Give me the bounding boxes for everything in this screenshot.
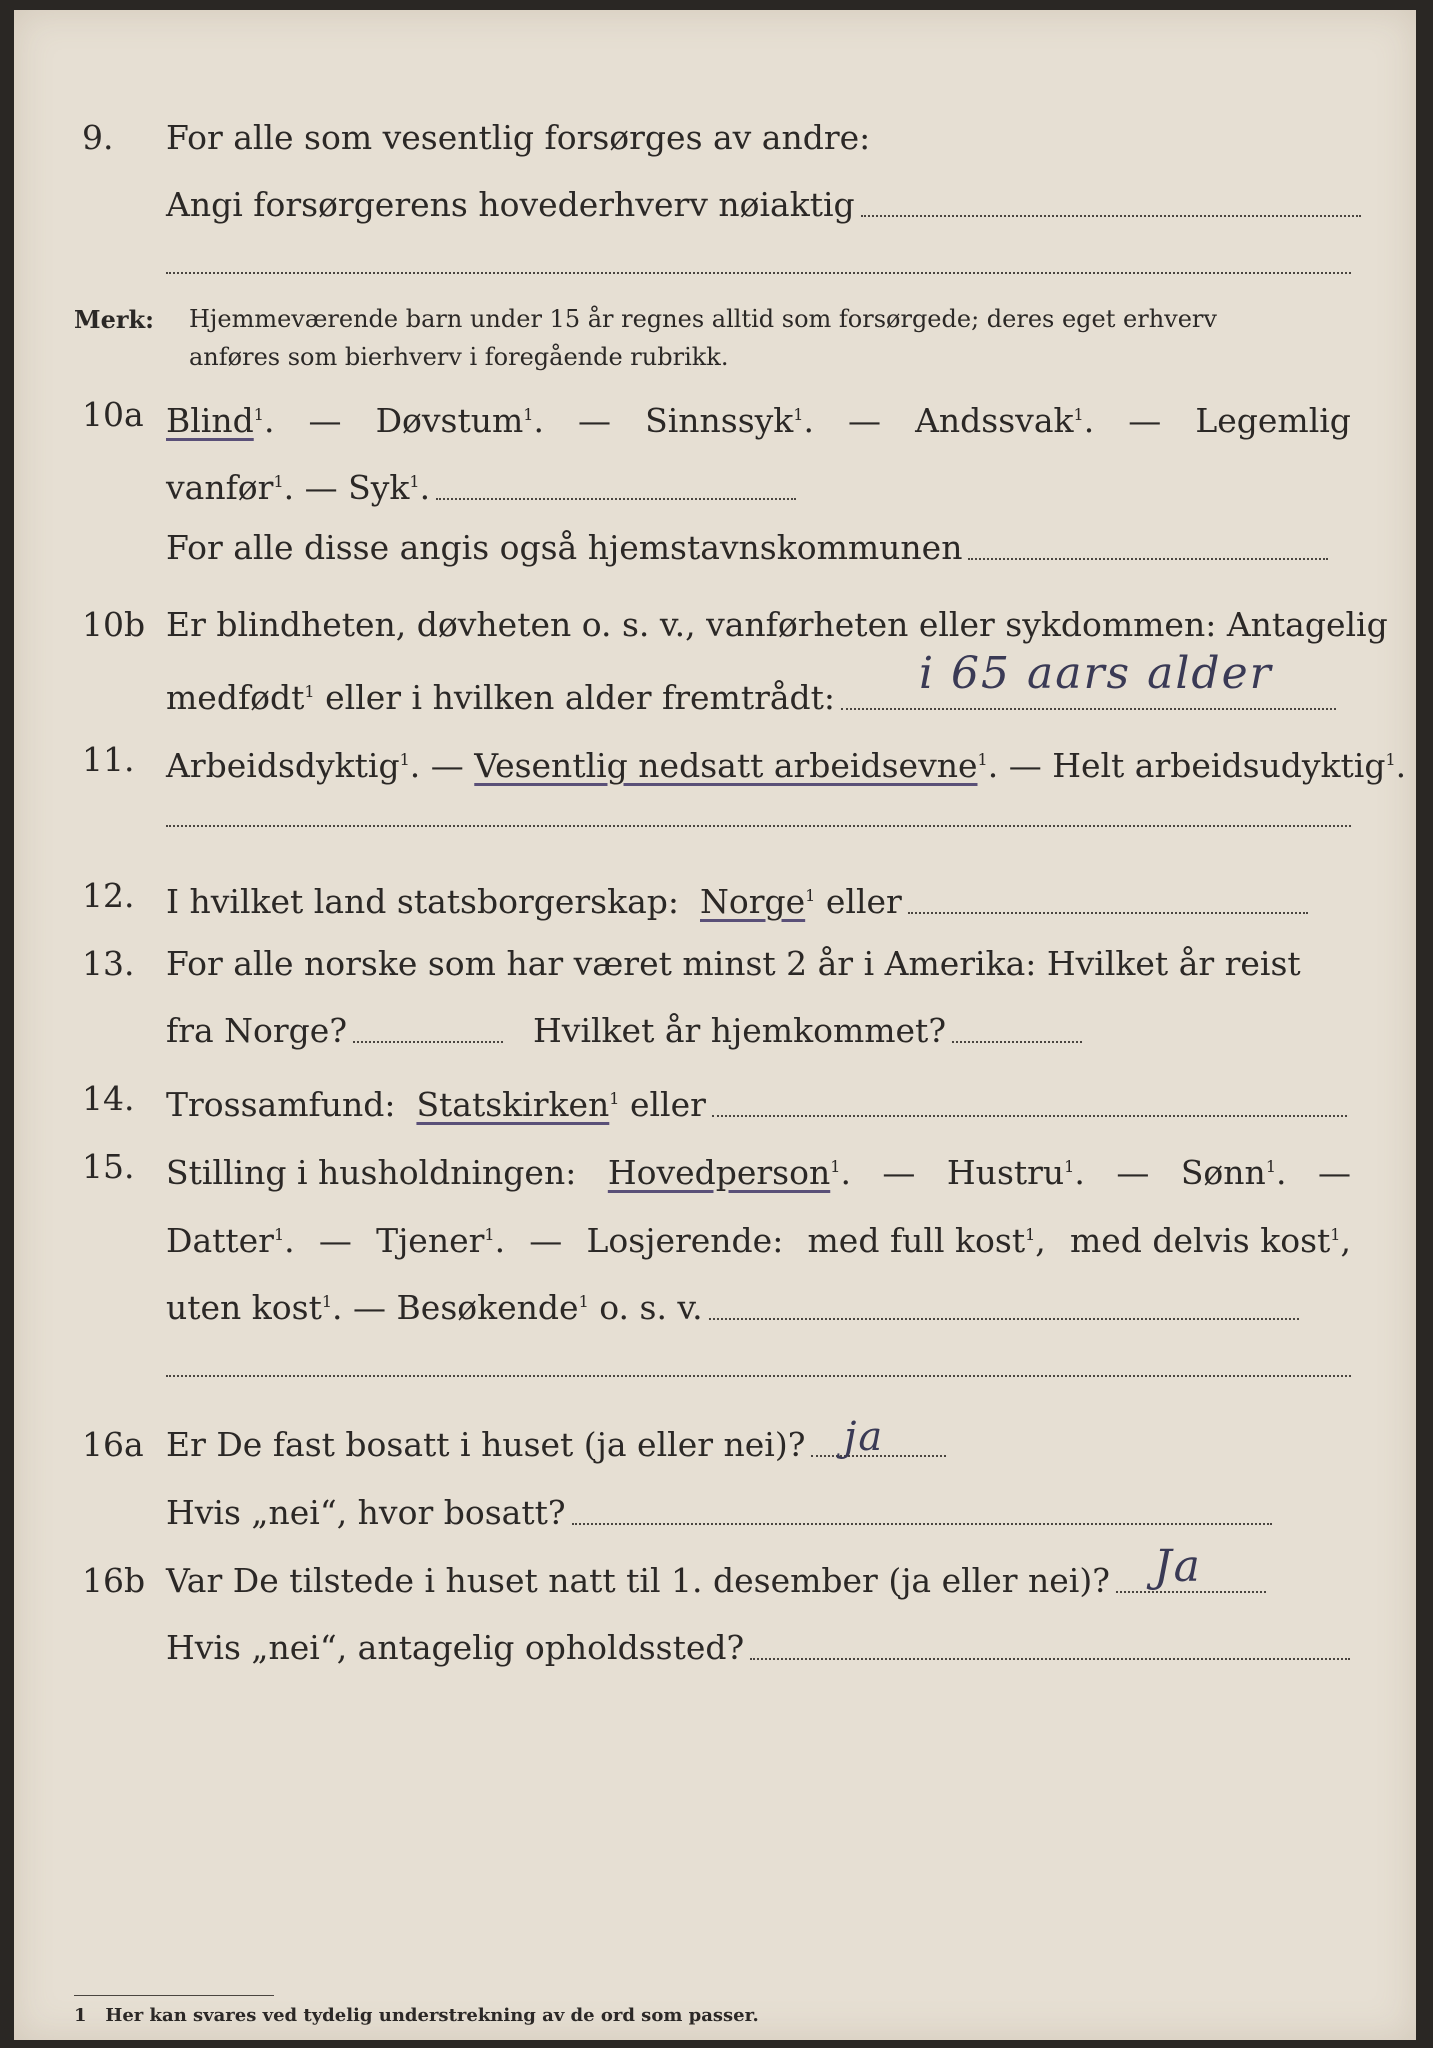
opt-syk[interactable]: Syk$^1$. — [348, 468, 431, 507]
q10a-hjemstavn-prompt: For alle disse angis også hjemstavnskommunen — [166, 528, 963, 567]
q12-other-country-field[interactable] — [908, 911, 1308, 914]
q11-extra-line[interactable] — [166, 825, 1351, 827]
q10b-age-field[interactable] — [841, 707, 1336, 710]
merk-text-1: Hjemmeværende barn under 15 år regnes alltid som forsørgede; deres eget erhverv — [189, 305, 1217, 333]
opt-hustru[interactable]: Hustru$^1$. — [946, 1153, 1085, 1192]
q16a-number: 16a — [82, 1425, 144, 1464]
opt-norge[interactable]: Norge$^1$ — [700, 882, 816, 921]
q14-number: 14. — [82, 1079, 135, 1118]
q9-extra-line[interactable] — [166, 272, 1351, 274]
opt-blind[interactable]: Blind$^1$. — [166, 401, 275, 440]
opt-besokende[interactable]: Besøkende$^1$ — [396, 1288, 589, 1327]
footnote-text: Her kan svares ved tydelig understrekning av de ord som passer. — [105, 2005, 759, 2026]
q12-number: 12. — [82, 876, 135, 915]
q16a-handwritten-answer: ja — [844, 1414, 885, 1460]
q10a-hjemstavn-field[interactable] — [968, 557, 1328, 560]
q16b-opholdssted-field[interactable] — [750, 1657, 1350, 1660]
merk-text-2: anføres som bierhverv i foregående rubrikk. — [189, 343, 729, 371]
opt-uten-kost[interactable]: uten kost$^1$. — [166, 1288, 343, 1327]
q13-reist-field[interactable] — [353, 1040, 503, 1043]
footnote-rule — [74, 1995, 274, 1996]
q9-answer-field[interactable] — [861, 214, 1361, 217]
q14-other-field[interactable] — [712, 1114, 1347, 1117]
q10a-number: 10a — [82, 395, 144, 434]
q9-prompt: Angi forsørgerens hovederhverv nøiaktig — [166, 185, 855, 224]
merk-note — [14, 300, 1416, 380]
opt-delvis-kost[interactable]: med delvis kost$^1$, — [1069, 1221, 1351, 1260]
footnote-mark: 1 — [74, 2005, 87, 2026]
q10b-question: Er blindheten, døvheten o. s. v., vanførheten eller sykdommen: Antagelig — [166, 605, 1388, 644]
opt-vanfor[interactable]: vanfør$^1$. — [166, 468, 295, 507]
q15-number: 15. — [82, 1147, 135, 1186]
opt-nedsatt[interactable]: Vesentlig nedsatt arbeidsevne$^1$. — [474, 746, 999, 785]
q10a-syk-field[interactable] — [436, 497, 796, 500]
opt-statskirken[interactable]: Statskirken$^1$ — [416, 1085, 620, 1124]
q13-hjemkommet-field[interactable] — [952, 1040, 1082, 1043]
opt-medfodt[interactable]: medfødt$^1$ — [166, 678, 315, 717]
q9-question: For alle som vesentlig forsørges av andre: — [166, 118, 871, 157]
q10b-number: 10b — [82, 605, 146, 644]
opt-arbeidsdyktig[interactable]: Arbeidsdyktig$^1$. — [166, 746, 421, 785]
q11-number: 11. — [82, 740, 135, 779]
opt-dovstum[interactable]: Døvstum$^1$. — [375, 401, 544, 440]
opt-datter[interactable]: Datter$^1$. — [166, 1221, 295, 1260]
opt-hovedperson[interactable]: Hovedperson$^1$. — [607, 1153, 851, 1192]
footnote — [74, 2005, 759, 2026]
q16b-handwritten-answer: Ja — [1154, 1541, 1202, 1592]
opt-sonn[interactable]: Sønn$^1$. — [1180, 1153, 1287, 1192]
q15-extra-line[interactable] — [166, 1375, 1351, 1377]
merk-label: Merk: — [74, 305, 154, 334]
q16a-bosatt-field[interactable] — [572, 1522, 1272, 1525]
q16b-number: 16b — [82, 1561, 146, 1600]
q15-other-field[interactable] — [709, 1317, 1299, 1320]
opt-tjener[interactable]: Tjener$^1$. — [376, 1221, 506, 1260]
q13-question: For alle norske som har været minst 2 år i Amerika: Hvilket år reist — [166, 944, 1301, 983]
opt-legemlig[interactable]: Legemlig — [1195, 401, 1351, 440]
census-form-page: 9. For alle som vesentlig forsørges av andre: Angi forsørgerens hovederhverv nøiaktig Merk: Hjemmeværende barn under 15 år regnes alltid som forsørgede; deres eget erhverv anføres som bierhverv i foregående rubrikk. 10a Blind$^1$. — Døvstum$^1$. — Sinnssyk$^1$. — Andssvak$^1$. — Legemlig vanfør$^1$. — Syk$^1$. For alle disse angis også hjemstavnskommunen 10b Er blindheten, døvheten o. s. v., vanførheten eller sykdommen: Antagelig medfødt$^1$ eller i hvilken alder fremtrådt: i 65 aars alder 11. Arbeidsdyktig$^1$. — Vesentlig nedsatt arbeidsevne$^1$. — Helt arbeidsudyktig$^1$. 12. I hvilket land statsborgerskap: Norge$^1$ eller 13. For alle norske som har været minst 2 år i Amerika: Hvilket år reist fra Norge? Hvilket år hjemkommet? 14. Trossamfund: Statskirken$^1$ eller 15. Stilling i husholdningen: Hovedperson$^1$. — Hustru$^1$. — Sønn$^1$. — Datter$^1$. — Tjener$^1$. — Losjerende: med full kost$^1$, med delvis kost$^1$, uten kost$^1$. — Besøkende$^1$ o. s. v. 16a Er De fast bosatt i huset (ja eller nei)? ja Hvis „nei“, hvor bosatt? 16b Var De tilstede i huset natt til 1. desember (ja eller nei)? Ja Hvis „nei“, antagelig opholdssted? 1 Her kan svares ved tydelig understrekning av de ord som passer. — [14, 10, 1416, 2040]
opt-sinnssyk[interactable]: Sinnssyk$^1$. — [645, 401, 814, 440]
opt-andssvak[interactable]: Andssvak$^1$. — [915, 401, 1095, 440]
opt-full-kost[interactable]: med full kost$^1$, — [807, 1221, 1046, 1260]
q9-number: 9. — [82, 118, 114, 157]
q10b-handwritten-answer: i 65 aars alder — [919, 648, 1273, 699]
opt-udyktig[interactable]: Helt arbeidsudyktig$^1$. — [1052, 746, 1407, 785]
q13-number: 13. — [82, 944, 135, 983]
